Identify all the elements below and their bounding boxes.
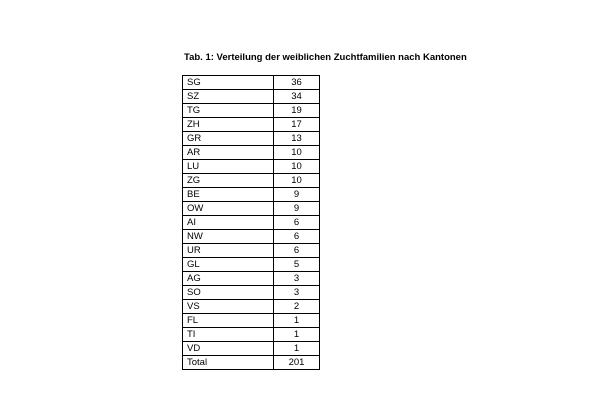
count-cell: 9	[274, 202, 320, 216]
table-row	[183, 286, 320, 300]
count-cell: 36	[274, 76, 320, 90]
count-cell: 1	[274, 328, 320, 342]
total-row	[183, 356, 320, 370]
total-count: 201	[274, 356, 320, 370]
canton-cell: GL	[183, 258, 274, 272]
count-cell: 17	[274, 118, 320, 132]
canton-cell: SG	[183, 76, 274, 90]
count-cell: 13	[274, 132, 320, 146]
canton-cell: SO	[183, 286, 274, 300]
canton-cell: SZ	[183, 90, 274, 104]
count-cell: 2	[274, 300, 320, 314]
count-cell: 3	[274, 286, 320, 300]
table-row	[183, 258, 320, 272]
canton-cell: BE	[183, 188, 274, 202]
table-row	[183, 216, 320, 230]
canton-cell: AI	[183, 216, 274, 230]
table-row	[183, 342, 320, 356]
table-row	[183, 314, 320, 328]
count-cell: 9	[274, 188, 320, 202]
canton-cell: AR	[183, 146, 274, 160]
count-cell: 10	[274, 174, 320, 188]
canton-cell: AG	[183, 272, 274, 286]
table-row	[183, 132, 320, 146]
canton-cell: LU	[183, 160, 274, 174]
count-cell: 6	[274, 216, 320, 230]
canton-cell: UR	[183, 244, 274, 258]
table-row	[183, 300, 320, 314]
canton-cell: TG	[183, 104, 274, 118]
table-row	[183, 188, 320, 202]
table-row	[183, 272, 320, 286]
count-cell: 6	[274, 244, 320, 258]
table-row	[183, 90, 320, 104]
canton-cell: ZH	[183, 118, 274, 132]
table-row	[183, 174, 320, 188]
canton-cell: OW	[183, 202, 274, 216]
count-cell: 10	[274, 160, 320, 174]
count-cell: 10	[274, 146, 320, 160]
table-row	[183, 230, 320, 244]
canton-cell: FL	[183, 314, 274, 328]
page-title: Tab. 1: Verteilung der weiblichen Zuchtfamilien nach Kantonen	[184, 52, 467, 63]
table-row	[183, 202, 320, 216]
canton-table	[182, 75, 320, 370]
table-row	[183, 118, 320, 132]
count-cell: 5	[274, 258, 320, 272]
canton-cell: VS	[183, 300, 274, 314]
total-label: Total	[183, 356, 274, 370]
canton-cell: ZG	[183, 174, 274, 188]
table-row	[183, 328, 320, 342]
canton-cell: TI	[183, 328, 274, 342]
table-row	[183, 160, 320, 174]
count-cell: 1	[274, 314, 320, 328]
canton-cell: VD	[183, 342, 274, 356]
count-cell: 1	[274, 342, 320, 356]
table-row	[183, 146, 320, 160]
canton-cell: NW	[183, 230, 274, 244]
count-cell: 6	[274, 230, 320, 244]
canton-table-body	[183, 76, 320, 370]
table-row	[183, 104, 320, 118]
count-cell: 3	[274, 272, 320, 286]
canton-cell: GR	[183, 132, 274, 146]
table-row	[183, 76, 320, 90]
count-cell: 34	[274, 90, 320, 104]
count-cell: 19	[274, 104, 320, 118]
table-row	[183, 244, 320, 258]
